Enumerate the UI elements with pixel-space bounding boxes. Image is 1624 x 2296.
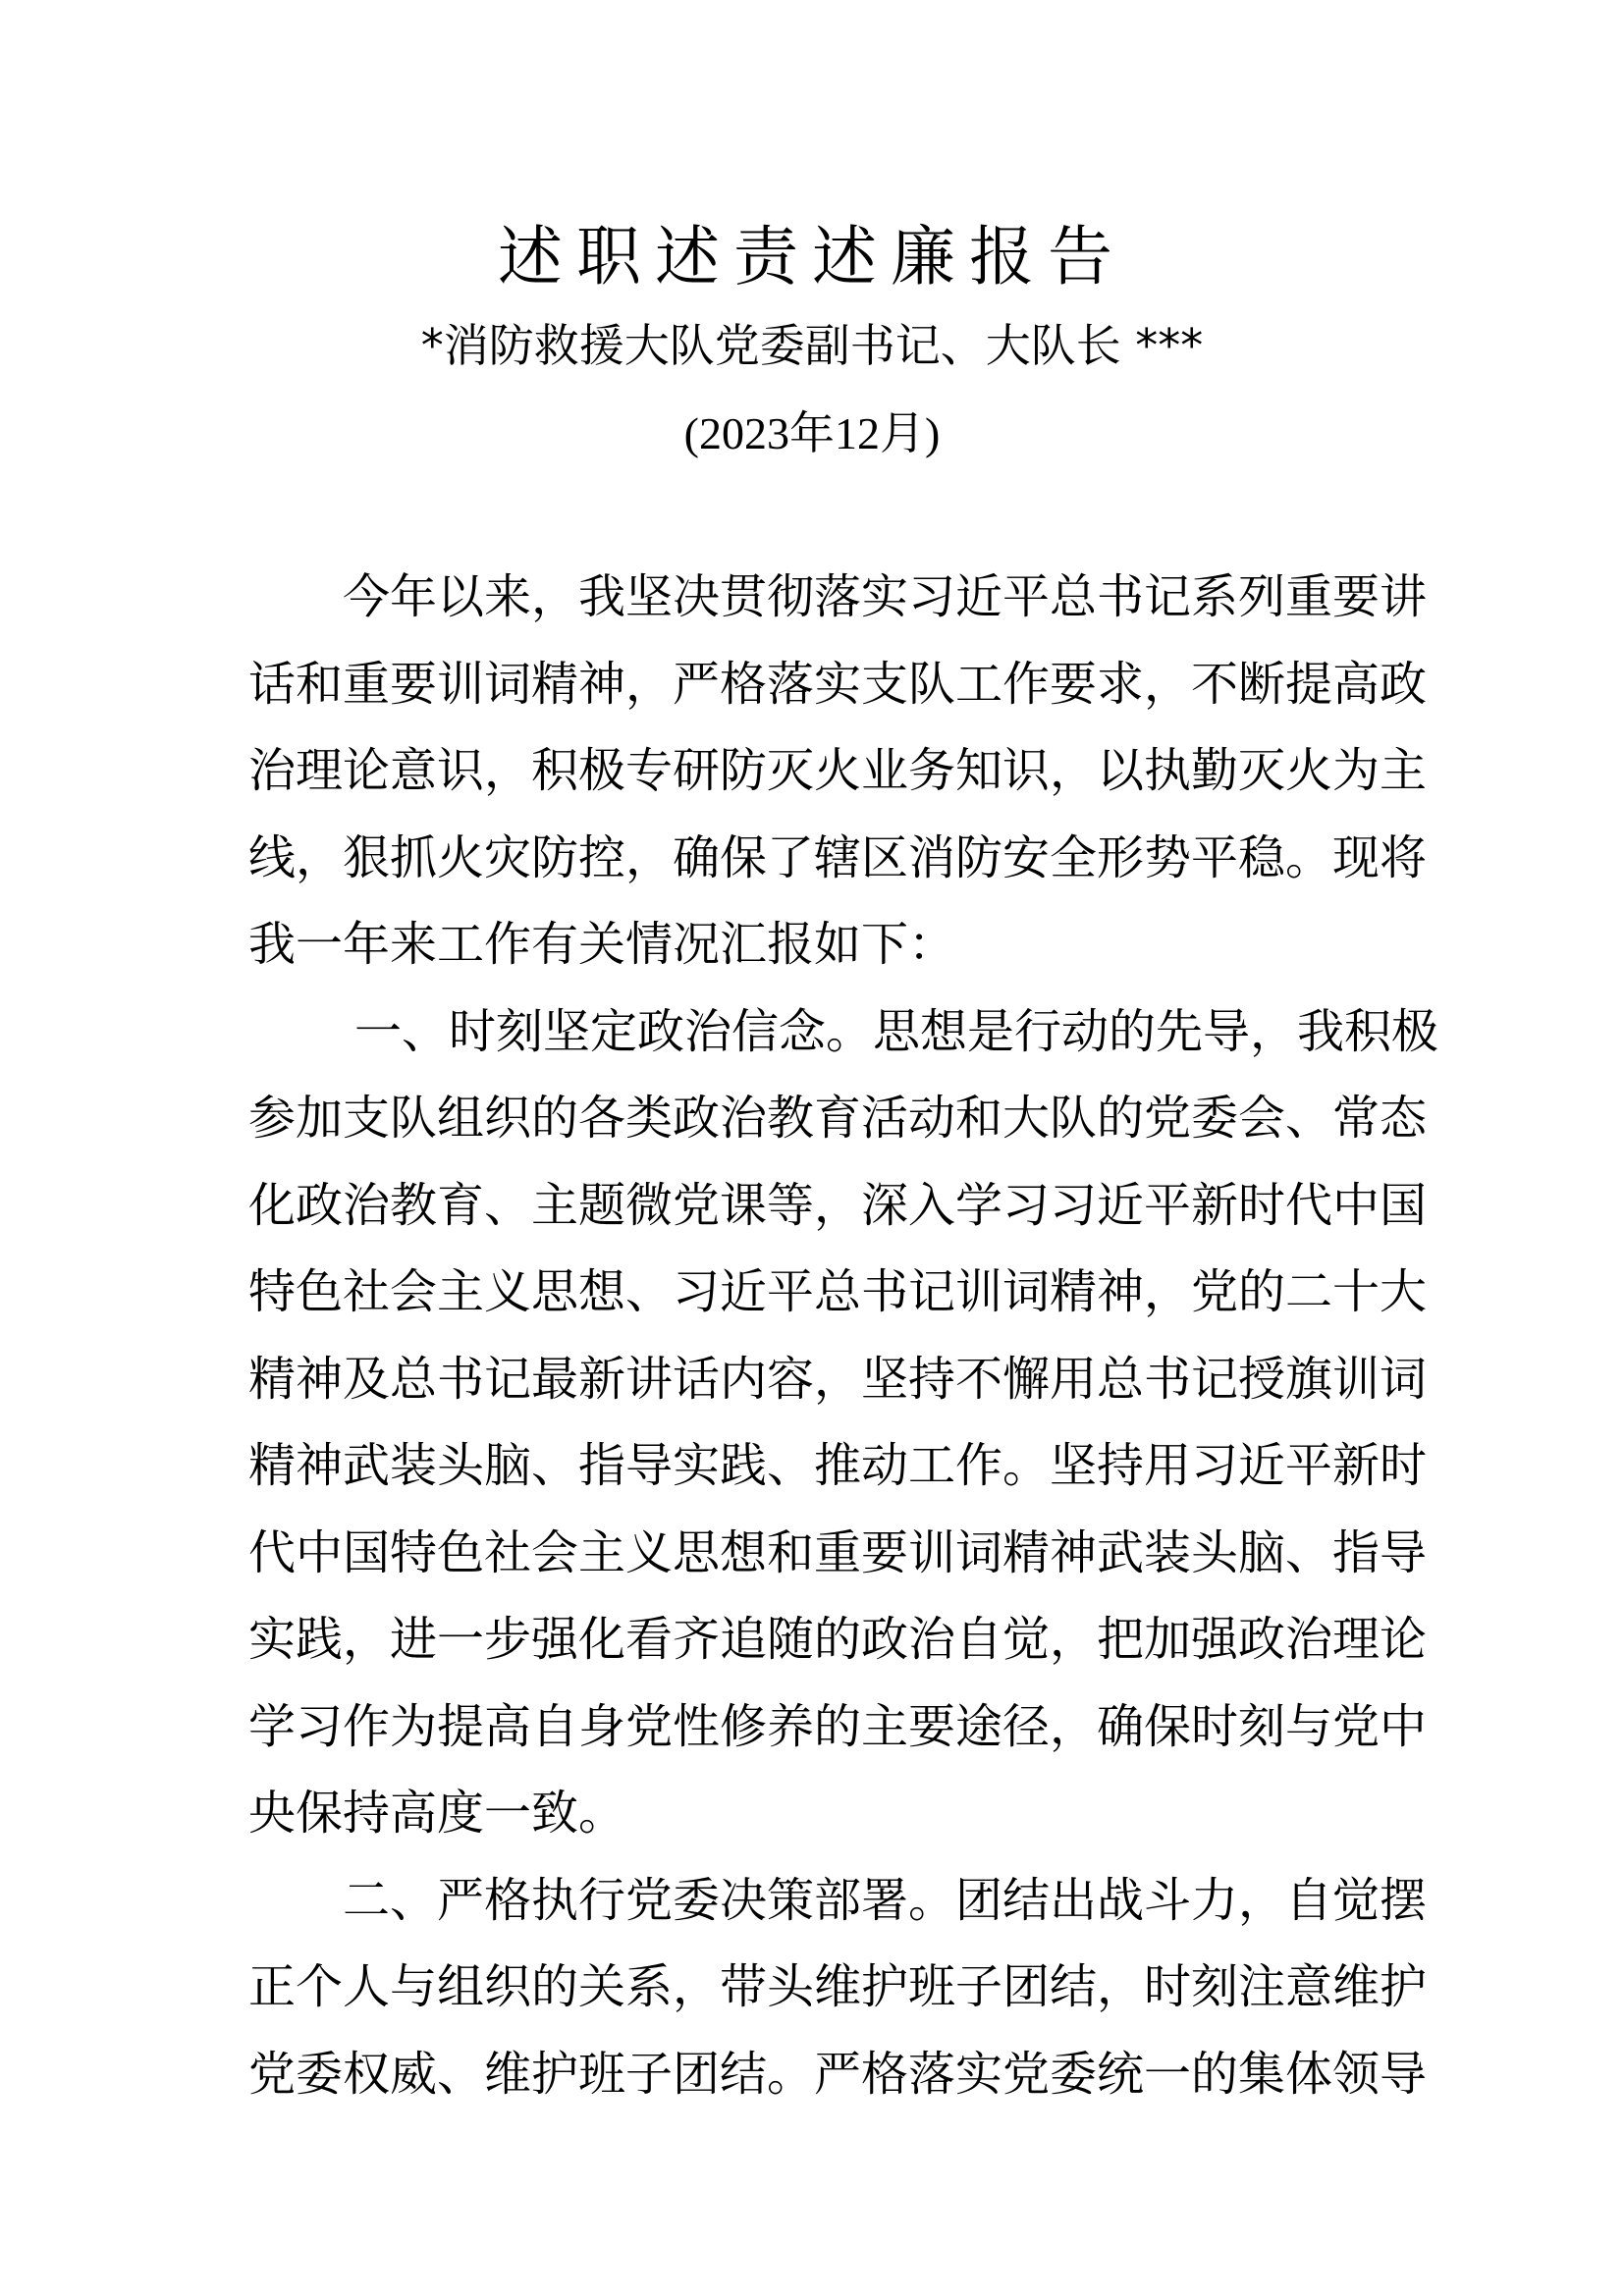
paragraph-line: 精神武装头脑、指导实践、推动工作。坚持用习近平新时	[248, 1438, 1428, 1493]
paragraph-line: 精神及总书记最新讲话内容，坚持不懈用总书记授旗训词	[248, 1351, 1428, 1407]
paragraph-line: 参加支队组织的各类政治教育活动和大队的党委会、常态	[248, 1091, 1428, 1146]
paragraph-section-1	[248, 988, 1439, 1857]
document-body	[248, 554, 1439, 2117]
paragraph-line: 一、时刻坚定政治信念。思想是行动的先导，我积极	[354, 1003, 1439, 1059]
paragraph-line: 话和重要训词精神，严格落实支队工作要求，不断提高政	[248, 656, 1428, 712]
paragraph-line: 学习作为提高自身党性修养的主要途径，确保时刻与党中	[248, 1698, 1428, 1754]
paragraph-section-2	[248, 1857, 1428, 2118]
document-date: (2023年12月)	[683, 408, 941, 458]
paragraph-line: 央保持高度一致。	[248, 1786, 626, 1841]
paragraph-line: 化政治教育、主题微党课等，深入学习习近平新时代中国	[248, 1177, 1428, 1233]
paragraph-line: 治理论意识，积极专研防灭火业务知识，以执勤灭火为主	[248, 743, 1428, 798]
document-title: 述职述责述廉报告	[498, 219, 1126, 294]
paragraph-line: 线，狠抓火灾防控，确保了辖区消防安全形势平稳。现将	[248, 829, 1428, 885]
document-subtitle: *消防救援大队党委副书记、大队长 ***	[420, 319, 1204, 372]
paragraph-line: 实践，进一步强化看齐追随的政治自觉，把加强政治理论	[248, 1612, 1428, 1667]
paragraph-line: 二、严格执行党委决策部署。团结出战斗力，自觉摆	[343, 1872, 1428, 1928]
paragraph-line: 代中国特色社会主义思想和重要训词精神武装头脑、指导	[248, 1524, 1428, 1580]
paragraph-line: 党委权威、维护班子团结。严格落实党委统一的集体领导	[248, 2046, 1428, 2102]
paragraph-line: 今年以来，我坚决贯彻落实习近平总书记系列重要讲	[343, 569, 1428, 624]
paragraph-line: 特色社会主义思想、习近平总书记训词精神，党的二十大	[248, 1264, 1428, 1319]
paragraph-intro	[248, 554, 1428, 988]
paragraph-line: 正个人与组织的关系，带头维护班子团结，时刻注意维护	[248, 1959, 1428, 2014]
paragraph-line: 我一年来工作有关情况汇报如下：	[248, 917, 956, 972]
